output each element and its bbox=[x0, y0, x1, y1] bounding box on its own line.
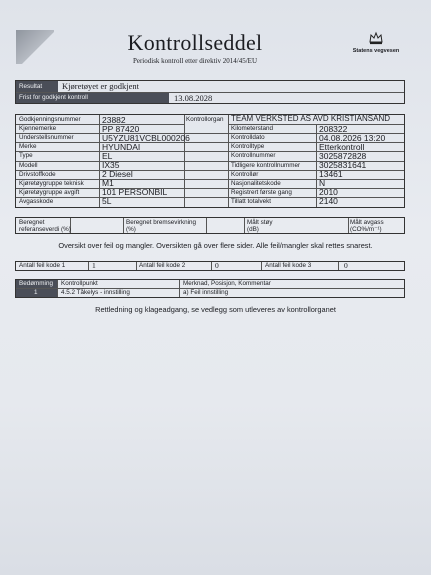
logo-text: Statens vegvesen bbox=[352, 48, 400, 54]
fault-count-2-label: Antall feil kode 2 bbox=[139, 262, 186, 269]
organ-label: Kontrollorgan bbox=[186, 116, 224, 123]
faults-header-comment: Merknad, Posisjon, Kommentar bbox=[183, 280, 271, 287]
vehicle-table bbox=[15, 114, 405, 208]
organ-field-value: 2010 bbox=[319, 187, 338, 198]
organ-field-value: 13461 bbox=[319, 169, 343, 180]
organ-field-label: Kontrolldato bbox=[231, 134, 265, 142]
organ-field-value: 2140 bbox=[319, 196, 338, 207]
organ-field-label: Kontrolltype bbox=[231, 143, 265, 151]
fault-row-grade: 1 bbox=[34, 289, 38, 296]
overview-text: Oversikt over feil og mangler. Oversikten gå over flere sider. Alle feil/mangler skal rettes snarest. bbox=[58, 241, 373, 250]
vehicle-field-label: Modell bbox=[19, 161, 38, 169]
organ-field-label: Kilometerstand bbox=[231, 125, 273, 133]
organ-field-value: 3025872828 bbox=[319, 150, 367, 161]
result-box bbox=[15, 80, 405, 104]
vehicle-field-label: Avgasskode bbox=[19, 197, 54, 205]
organ-field-label: Kontrollør bbox=[231, 170, 259, 178]
organ-field-value: 208322 bbox=[319, 123, 348, 134]
result-value: Kjøretøyet er godkjent bbox=[62, 81, 139, 91]
vehicle-field-value: 2 Diesel bbox=[102, 169, 133, 180]
exhaust-label: Målt avgass (CO%/m⁻¹) bbox=[350, 219, 384, 233]
fault-count-3-value: 0 bbox=[344, 261, 348, 270]
result-label: Resultat bbox=[19, 83, 43, 90]
vehicle-field-label: Godkjenningsnummer bbox=[19, 116, 81, 123]
organ-field-value: 3025831641 bbox=[319, 160, 367, 170]
document-title: Kontrollseddel bbox=[127, 30, 263, 55]
fault-count-1-value: 1 bbox=[92, 261, 96, 270]
vehicle-field-value: 23882 bbox=[102, 114, 126, 125]
noise-label: Målt støy (dB) bbox=[247, 219, 273, 233]
fault-row-comment: a) Feil innstilling bbox=[183, 289, 229, 296]
vehicle-field-value: EL bbox=[102, 150, 113, 161]
fault-row-point: 4.5.2 Tåkelys - innstilling bbox=[61, 289, 130, 296]
organ-field-value: 04.08.2026 13:20 bbox=[319, 132, 386, 143]
faults-table bbox=[15, 279, 405, 298]
vehicle-field-value: PP 87420 bbox=[102, 123, 140, 134]
crown-icon bbox=[368, 30, 384, 46]
organ-field-value: N bbox=[319, 178, 326, 189]
organ-value: TEAM VERKSTED AS AVD KRISTIANSAND bbox=[231, 114, 390, 123]
vehicle-field-label: Kjennemerke bbox=[19, 125, 57, 133]
statens-vegvesen-logo bbox=[352, 30, 400, 54]
organ-field-label: Registrert første gang bbox=[231, 188, 292, 196]
fault-count-1-label: Antall feil kode 1 bbox=[19, 262, 66, 269]
faults-header-point: Kontrollpunkt bbox=[61, 280, 98, 287]
vehicle-field-label: Kjøretøygruppe teknisk bbox=[19, 179, 84, 187]
vehicle-field-label: Understellsnummer bbox=[19, 134, 74, 142]
vehicle-field-value: U5YZU81VCBL000206 bbox=[102, 132, 190, 143]
vehicle-field-value: HYUNDAI bbox=[102, 141, 141, 152]
measurements-box bbox=[15, 217, 405, 234]
footer-note: Rettledning og klageadgang, se vedlegg som utleveres av kontrollorganet bbox=[95, 305, 336, 314]
deadline-value: 13.08.2028 bbox=[174, 93, 213, 103]
deadline-label: Frist for godkjent kontroll bbox=[19, 94, 88, 101]
organ-field-value: Etterkontroll bbox=[319, 141, 365, 152]
vehicle-field-value: 101 PERSONBIL bbox=[102, 187, 168, 198]
vehicle-field-label: Drivstoffkode bbox=[19, 170, 56, 178]
fault-count-3-label: Antall feil kode 3 bbox=[265, 262, 312, 269]
faults-header-grade: Bedømming bbox=[19, 280, 53, 287]
organ-field-label: Nasjonalitetskode bbox=[231, 179, 281, 187]
brake-ref-label: Beregnet referanseverdi (%) bbox=[19, 219, 71, 233]
vehicle-field-value: 5L bbox=[102, 196, 112, 207]
vehicle-field-label: Merke bbox=[19, 143, 37, 151]
organ-field-label: Tidligere kontrollnummer bbox=[231, 161, 301, 169]
vehicle-field-value: M1 bbox=[102, 178, 114, 189]
vehicle-field-value: IX35 bbox=[102, 160, 120, 170]
organ-field-label: Kontrollnummer bbox=[231, 152, 276, 160]
organ-field-label: Tillatt totalvekt bbox=[231, 197, 272, 205]
fault-count-2-value: 0 bbox=[215, 261, 219, 270]
document-subtitle: Periodisk kontroll etter direktiv 2014/45/EU bbox=[132, 57, 258, 65]
vehicle-field-label: Type bbox=[19, 152, 33, 160]
vehicle-field-label: Kjøretøygruppe avgift bbox=[19, 188, 80, 196]
fault-counts-box bbox=[15, 261, 405, 271]
brake-eff-label: Beregnet bremsevirkning (%) bbox=[126, 219, 197, 233]
